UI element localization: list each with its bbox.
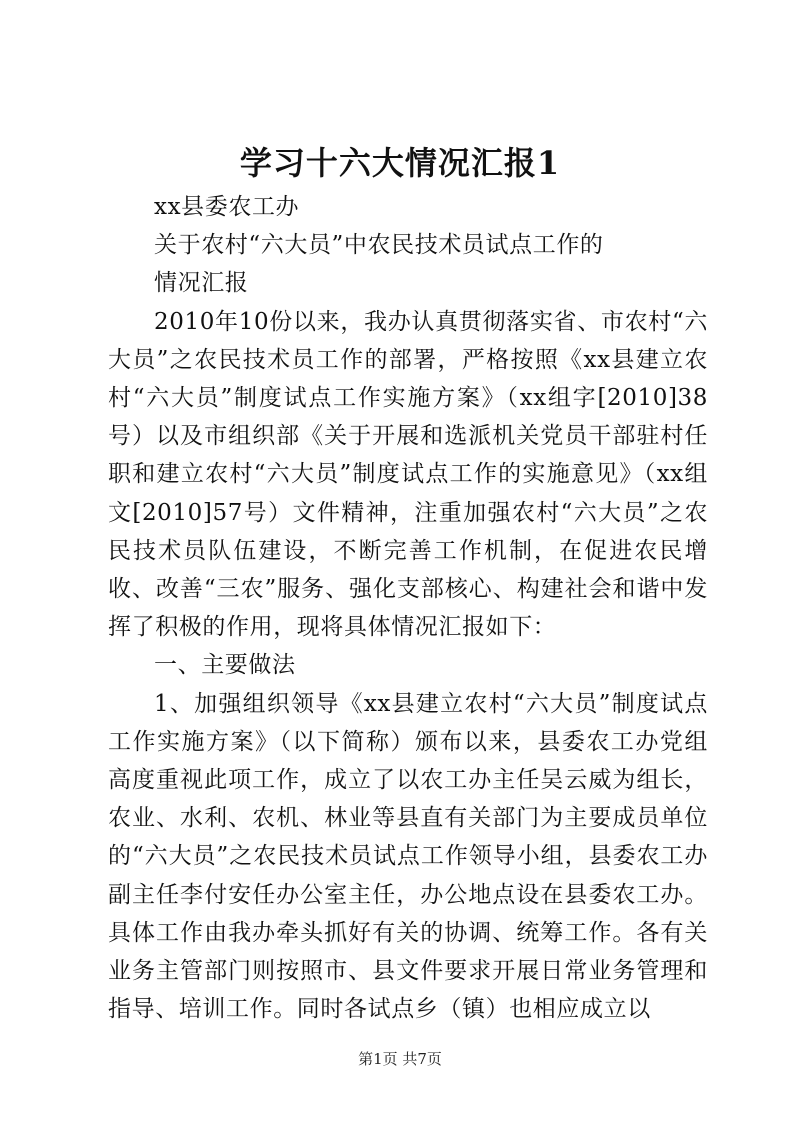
document-body — [108, 188, 708, 1028]
paragraph-subject: 关于农村“六大员”中农民技术员试点工作的 — [154, 232, 604, 259]
paragraph-organization: 1、加强组织领导《xx县建立农村“六大员”制度试点工作实施方案》（以下简称）颁布以来，县委农工办党组高度重视此项工作，成立了以农工办主任吴云威为组长，农业、水利、农机、林业等县直有关部门为主要成员单位的“六大员”之农民技术员试点工作领导小组，县委农工办副主任李付安任办公室主任，办公地点设在县委农工办。具体工作由我办牵头抓好有关的协调、统筹工作。各有关业务主管部门则按照市、县文件要求开展日常业务管理和指导、培训工作。同时各试点乡（镇）也相应成立以 — [108, 690, 708, 1023]
page-number: 第1页 共7页 — [358, 1050, 442, 1068]
paragraph-intro: 2010年10份以来，我办认真贯彻落实省、市农村“六大员”之农民技术员工作的部署，严格按照《xx县建立农村“六大员”制度试点工作实施方案》（xx组字[2010]38号）以及市组织部《关于开展和选派机关党员干部驻村任职和建立农村“六大员”制度试点工作的实施意见》（xx组文[2010]57号）文件精神，注重加强农村“六大员”之农民技术员队伍建设，不断完善工作机制，在促进农民增收、改善“三农”服务、强化支部核心、构建社会和谐中发挥了积极的作用，现将具体情况汇报如下： — [108, 308, 708, 641]
document-title: 学习十六大情况汇报1 — [239, 144, 561, 182]
paragraph-office: xx县委农工办 — [154, 194, 300, 220]
paragraph-report-label: 情况汇报 — [154, 270, 249, 297]
section-heading-main-practices: 一、主要做法 — [154, 652, 296, 679]
